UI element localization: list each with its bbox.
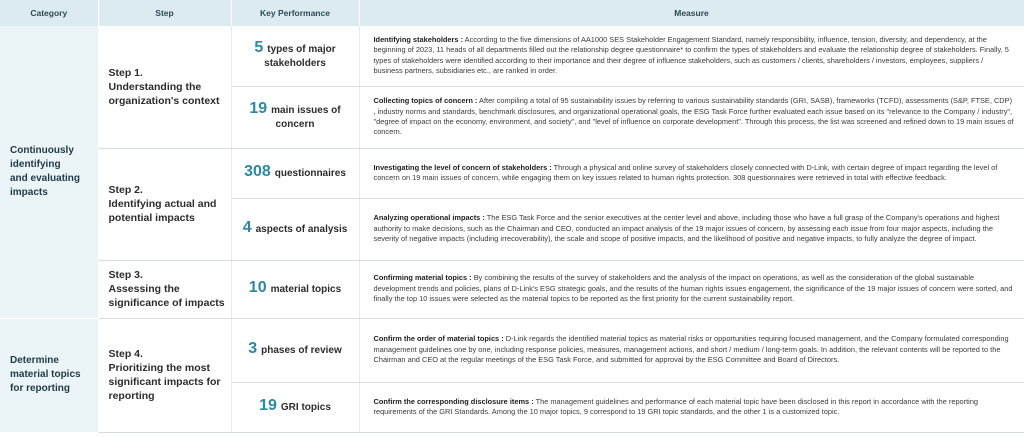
- measure-text: The ESG Task Force and the senior executives at the center level and above, including those who have a full grasp of the Company's operations and highest authority to make decisions, such as the Chairman and CEO, conducted an impact analysis of the 19 major issues of concern, by assessing each issue from four major aspects, including the severity of negative impacts (including irrecoverability), the scale and scope of positive impacts, and the likelihood of positive and negative impacts, to fully analyze the degree of impact.: [373, 213, 1000, 244]
- step-cell: Step 2. Identifying actual and potential impacts: [98, 148, 231, 260]
- measure-text: By combining the results of the survey of stakeholders and the analysis of the impact on operations, as well as the consideration of the global sustainable development trends and policies, plans of D-Link's ESG strategic goals, and the results of the human rights issues engagement, the significance of the 19 major issues of concern were sorted, and finally the top 10 issues were selected as the material topics to be reported as the first priority for the current sustainability report.: [373, 273, 1013, 304]
- measure-title: Collecting topics of concern :: [373, 96, 478, 106]
- measure-cell: [359, 26, 1024, 86]
- header-measure: Measure: [359, 0, 1024, 26]
- performance-number: 308: [244, 163, 271, 180]
- table-header-row: [0, 0, 1024, 26]
- performance-number: 10: [248, 279, 267, 296]
- key-performance-cell: 19 GRI topics: [231, 382, 359, 432]
- key-performance-cell: 5 types of major stakeholders: [231, 26, 359, 86]
- measure-title: Analyzing operational impacts :: [373, 213, 485, 223]
- performance-number: 4: [242, 219, 252, 236]
- measure-title: Confirm the corresponding disclosure items :: [373, 396, 534, 406]
- measure-text: According to the five dimensions of AA1000 SES Stakeholder Engagement Standard, namely responsibility, influence, tension, diversity, and dependency, at the beginning of 2023, 11 heads of all departments filled out the relationship degree questionnaire* to confirm the types of stakeholders and evaluate the relationship degree of stakeholders. Finally, 5 types of stakeholders were identified according to their importance and their degree of influence stakeholders, such as customers / clients, shareholders / investors, employees, suppliers / business partners, subsidiaries etc., are ranked in order.: [373, 34, 1009, 76]
- performance-number: 19: [249, 100, 268, 117]
- measure-text: D-Link regards the identified material topics as material risks or opportunities requiring focused management, and the Company formulated corresponding management guidelines one by one, including response policies, measures, management actions, and short / medium / long-term goals. In addition, the relevant contents will be reported to the Chairman and CEO at the regular meetings of the ESG Task Force, and submitted for approval by the ESG Committee and Board of Directors.: [373, 334, 1009, 365]
- measure-cell: [359, 86, 1024, 148]
- step-cell: Step 1. Understanding the organization's context: [98, 26, 231, 148]
- table-row: [0, 260, 1024, 318]
- measure-text: The management guidelines and performance of each material topic have been disclosed in this report in accordance with the reporting requirements of the GRI Standards. Among the 10 major topics, 9 correspond to 19 GRI topic standards, and the other 1 is a customized topic.: [373, 396, 979, 416]
- header-category: Category: [0, 0, 98, 26]
- measure-title: Confirming material topics :: [373, 273, 472, 283]
- key-performance-cell: 3 phases of review: [231, 318, 359, 382]
- header-step: Step: [98, 0, 231, 26]
- measure-cell: [359, 198, 1024, 260]
- measure-text: After compiling a total of 95 sustainability issues by referring to various sustainability standards (GRI, SASB), frameworks (TCFD), assessments (S&P, FTSE, CDP) , industry norms and standards, benchmark disclosures, and organizational operational goals, the ESG Task Force further evaluated each issue based on its "relevance to the Company / industry", "degree of impact on the economy, environment, and society", and "level of influence on corporate development". Through this process, the list was screened and refined down to 19 main issues of concern.: [373, 96, 1014, 137]
- key-performance-cell: 10 material topics: [231, 260, 359, 318]
- category-cell: Continuously identifying and evaluating impacts: [0, 26, 98, 318]
- table-row: [0, 148, 1024, 198]
- measure-title: Investigating the level of concern of stakeholders :: [373, 162, 552, 172]
- table-row: [0, 318, 1024, 382]
- step-cell: Step 3. Assessing the significance of impacts: [98, 260, 231, 318]
- measure-cell: [359, 318, 1024, 382]
- measure-cell: [359, 382, 1024, 432]
- performance-number: 19: [259, 397, 277, 414]
- header-key-performance: Key Performance: [231, 0, 359, 26]
- measure-cell: [359, 148, 1024, 198]
- table-row: [0, 26, 1024, 86]
- key-performance-cell: 308 questionnaires: [231, 148, 359, 198]
- performance-number: 3: [248, 340, 258, 357]
- measure-title: Identifying stakeholders :: [373, 34, 464, 44]
- category-cell: Determine material topics for reporting: [0, 318, 98, 432]
- measure-cell: [359, 260, 1024, 318]
- key-performance-cell: 4 aspects of analysis: [231, 198, 359, 260]
- measure-text: Through a physical and online survey of stakeholders closely connected with D-Link, with certain degree of impact regarding the level of concern on 19 main issues of concern, while engaging them on key issues related to human rights protection. 308 questionnaires were retrieved in total with effective feedback.: [373, 162, 998, 182]
- key-performance-cell: 19 main issues of concern: [231, 86, 359, 148]
- performance-number: 5: [254, 38, 264, 56]
- step-cell: Step 4. Prioritizing the most significant impacts for reporting: [98, 318, 231, 432]
- measure-title: Confirm the order of material topics :: [373, 334, 504, 344]
